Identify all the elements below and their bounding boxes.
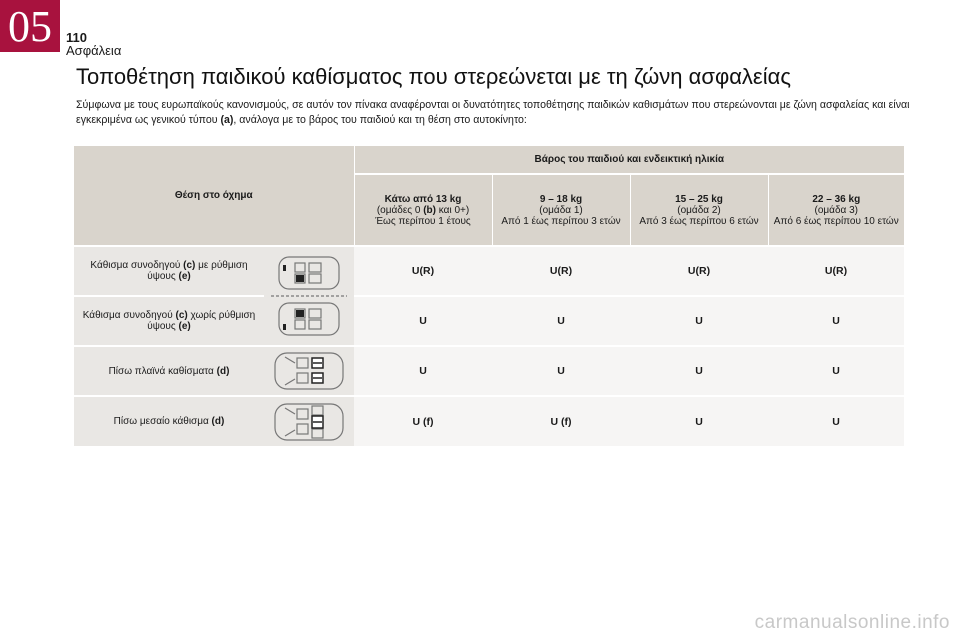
col-group: (ομάδα 1) [539,204,583,216]
table-cell: U(R) [768,246,904,296]
row-ref: (e) [178,271,191,282]
child-seat-table [74,146,904,446]
row-label [74,396,264,446]
table-cell: U [492,296,630,346]
row-ref: (e) [178,321,191,332]
row-label [74,346,264,396]
row-label [74,296,264,346]
page-number: 110 [66,30,87,45]
table-cell: U [768,396,904,446]
col-group [359,205,488,216]
weight-header: Βάρος του παιδιού και ενδεικτική ηλικία [354,146,904,174]
row-label-text: με ρύθμιση ύψους [147,260,248,282]
col-age: Από 3 έως περίπου 6 ετών [639,215,759,227]
table-cell: U [630,396,768,446]
col-group: (ομάδα 2) [677,204,721,216]
column-header [630,174,768,246]
position-header: Θέση στο όχημα [74,146,354,246]
rear-side-seats-icon [264,346,354,396]
row-ref: (c) [183,260,196,271]
column-header [492,174,630,246]
table-cell: U(R) [492,246,630,296]
intro-text-1: Σύμφωνα με τους ευρωπαϊκούς κανονισμούς, σε αυτόν τον πίνακα αναφέρονται οι δυνατότητες τοποθέτησης παιδικών καθισμάτων που στερεώνονται με ζώνη ασφαλείας και είναι εγκεκριμένα ως γενικού τύπου [76,99,910,126]
rear-middle-seat-icon [264,396,354,446]
table-cell: U (f) [354,396,492,446]
table-cell: U [492,346,630,396]
row-label-text: Κάθισμα συνοδηγού [82,310,176,321]
table-cell: U [630,296,768,346]
watermark: carmanualsonline.info [754,612,950,633]
col-age: Από 6 έως περίπου 10 ετών [773,215,899,227]
table-cell: U(R) [354,246,492,296]
section-name: Ασφάλεια [66,43,122,58]
table-cell: U [354,346,492,396]
row-label [74,246,264,296]
row-label-text: Πίσω πλαϊνά καθίσματα [108,365,217,377]
col-weight: 9 – 18 kg [539,193,583,205]
column-header [768,174,904,246]
row-ref: (c) [175,310,188,321]
row-ref: (d) [211,416,225,427]
col-group-text: και 0+) [436,204,470,216]
front-passenger-seat-icon [264,246,354,346]
row-label-text: Πίσω μεσαίο κάθισμα [113,416,212,427]
col-weight: 22 – 36 kg [812,193,861,205]
page-title: Τοποθέτηση παιδικού καθίσματος που στερεώνεται με τη ζώνη ασφαλείας [76,64,791,89]
table-cell: U [630,346,768,396]
table-cell: U [768,296,904,346]
col-age: Έως περίπου 1 έτους [375,215,471,227]
row-ref: (d) [216,365,230,377]
col-weight: Κάτω από 13 kg [384,193,462,205]
row-label-text: Κάθισμα συνοδηγού [90,260,184,271]
col-group-ref: (b) [423,204,436,216]
col-group: (ομάδα 3) [814,204,858,216]
table-cell: U (f) [492,396,630,446]
col-group-text: (ομάδες 0 [376,204,424,216]
table-cell: U(R) [630,246,768,296]
table-cell: U [354,296,492,346]
chapter-number: 05 [0,0,60,52]
column-header [354,174,492,246]
intro-paragraph [76,98,916,128]
col-age: Από 1 έως περίπου 3 ετών [501,215,621,227]
col-weight: 15 – 25 kg [675,193,723,205]
row-label-text: χωρίς ρύθμιση ύψους [147,310,256,332]
intro-text-2: , ανάλογα με το βάρος του παιδιού και τη θέση στο αυτοκίνητο: [233,114,527,126]
intro-ref: (a) [220,114,234,126]
table-cell: U [768,346,904,396]
